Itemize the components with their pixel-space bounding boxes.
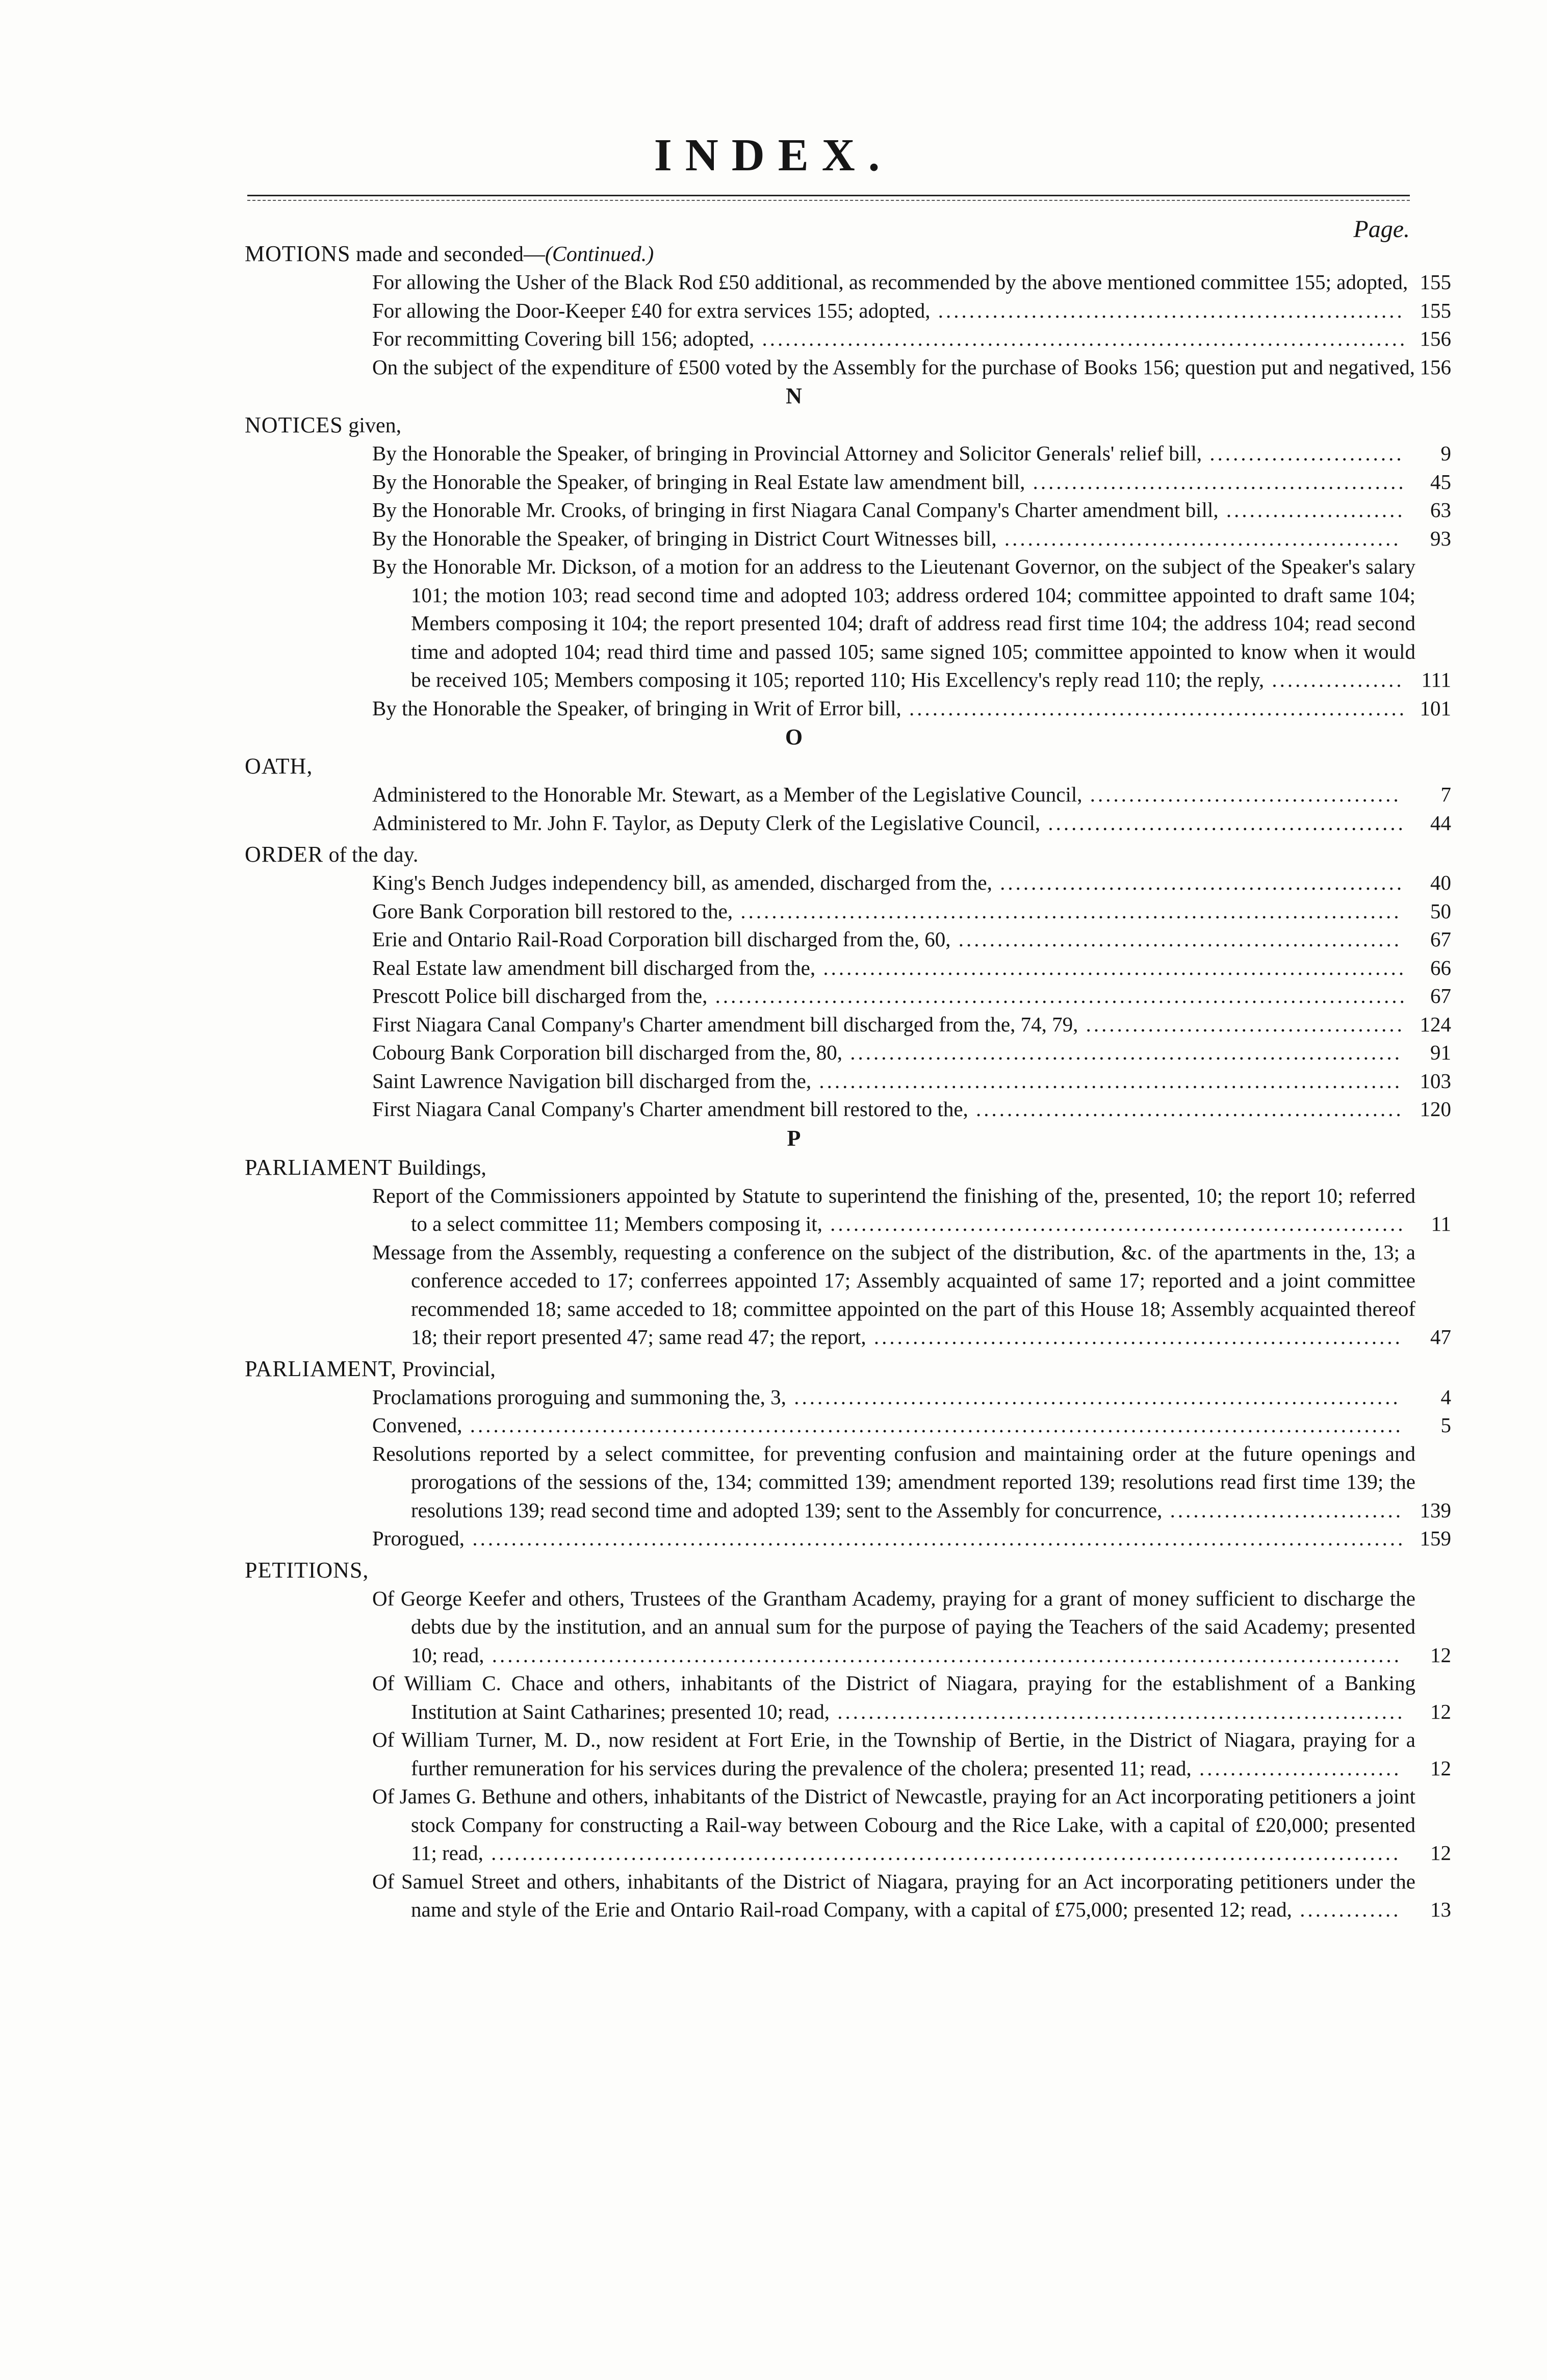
entry-page-number: 47 [1430,1325,1451,1349]
entry-page-number: 4 [1440,1385,1451,1409]
entry-page-number: 63 [1430,498,1451,522]
heading-word: PETITIONS, [245,1557,369,1583]
leader-dots: ........................................................................................................................ [462,1413,1403,1437]
leader-dots: ............. [1292,1898,1401,1921]
index-entry [372,1524,1451,1553]
heading-subtitle: of the day. [323,843,419,867]
entry-text: Of James G. Bethune and others, inhabitants of the District of Newcastle, praying for an Act incorporating petitioners a joint stock Company for constructing a Rail-way between Cobourg and the Rice Lake, with a capital of £20,000; presented 11; read, [372,1784,1415,1865]
leader-dots: ..................................................................................................................... [483,1841,1401,1865]
index-entry [372,869,1451,897]
index-body [0,240,1547,1924]
entry-page-number: 40 [1430,871,1451,894]
heading-continued-note: (Continued.) [545,243,654,266]
entry-text: Resolutions reported by a select committee, for preventing confusion and maintaining order at the future openings and prorogations of the sessions of the, 134; committed 139; amendment reported 139; resolutions read first time 139; the resolutions 139; read second time and adopted 139; sent to the Assembly for concurrence, [372,1441,1415,1522]
entry-text: Administered to Mr. John F. Taylor, as Deputy Clerk of the Legislative Council, [372,811,1041,835]
section-letter: P [787,1125,801,1151]
leader-dots: ................................................................ [901,696,1407,720]
index-entry [372,982,1451,1011]
entry-text: Cobourg Bank Corporation bill discharged from the, 80, [372,1041,842,1064]
index-entry [372,809,1451,838]
entry-page-number: 67 [1430,984,1451,1007]
entry-page-number: 111 [1421,668,1451,691]
index-entry [372,954,1451,982]
entry-text: First Niagara Canal Company's Charter amendment bill discharged from the, 74, 79, [372,1012,1078,1036]
leader-dots: .................................................................... [866,1325,1403,1349]
entry-page-number: 93 [1430,526,1451,550]
leader-dots: .............................. [1162,1498,1404,1522]
leader-dots: .............................................. [1040,811,1406,835]
entry-page-number: 120 [1420,1097,1451,1121]
entry-page-number: 13 [1430,1898,1451,1921]
index-entry [372,496,1451,525]
heading-word: NOTICES [245,412,343,437]
entry-text: King's Bench Judges independency bill, as amended, discharged from the, [372,871,992,894]
leader-dots: ................. [1264,668,1404,691]
section-letter: N [786,383,802,408]
entry-text: Of Samuel Street and others, inhabitants of the District of Niagara, praying for an Act incorporating petitioners under the name and style of the Erie and Ontario Rail-road Company, with a capital of £75,000; presented 12; read, [372,1869,1415,1921]
entry-text: Report of the Commissioners appointed by Statute to superintend the finishing of the, presented, 10; the report 10; referred to a select committee 11; Members composing it, [372,1183,1415,1235]
heading-word: PARLIAMENT, [245,1356,397,1381]
entry-text: Gore Bank Corporation bill restored to the, [372,899,733,923]
entry-page-number: 12 [1430,1756,1451,1780]
leader-dots: .......................... [1191,1756,1402,1780]
index-entry [372,325,1451,353]
entry-text: First Niagara Canal Company's Charter amendment bill restored to the, [372,1097,968,1121]
entry-page-number: 156 [1420,327,1451,350]
index-entry [372,297,1451,325]
index-entry [372,1011,1451,1039]
entry-text: On the subject of the expenditure of £500 voted by the Assembly for the purchase of Books 156; question put and negatived, [372,355,1415,379]
entry-text: Of William Turner, M. D., now resident at Fort Erie, in the Township of Bertie, in the District of Niagara, praying for a further remuneration for his services during the prevalence of the cholera; presented 11; read, [372,1728,1415,1780]
index-entry [372,353,1451,382]
entry-page-number: 45 [1430,470,1451,494]
index-entry [372,1095,1451,1124]
entry-text: Prescott Police bill discharged from the, [372,984,708,1007]
index-entry [372,1182,1451,1238]
leader-dots: ................................................... [996,526,1401,550]
entry-page-number: 44 [1430,811,1451,835]
entry-page-number: 103 [1420,1069,1451,1093]
entry-text: For allowing the Door-Keeper £40 for extra services 155; adopted, [372,298,931,322]
entry-text: By the Honorable the Speaker, of bringing in District Court Witnesses bill, [372,526,997,550]
index-entry [372,439,1451,468]
entry-page-number: 159 [1420,1527,1451,1550]
index-entry [372,1383,1451,1412]
heading-subtitle: Provincial, [397,1357,496,1381]
page-title: INDEX. [654,130,893,180]
page-column-label: Page. [1353,216,1410,243]
index-entry [372,1585,1451,1670]
index-entry [372,1039,1451,1067]
index-entry [372,925,1451,954]
entry-page-number: 11 [1431,1212,1451,1235]
entry-page-number: 67 [1430,927,1451,951]
entry-page-number: 155 [1420,298,1451,322]
entry-page-number: 139 [1420,1498,1451,1522]
index-heading [0,1556,1547,1585]
leader-dots: ................................................................................... [754,327,1408,350]
leader-dots: ......................... [1202,442,1404,465]
entry-page-number: 9 [1440,442,1451,465]
leader-dots: ............................................................ [930,298,1405,322]
heading-subtitle: given, [343,414,402,437]
entry-text: Prorogued, [372,1527,465,1550]
index-entry [372,1440,1451,1525]
entry-text: Of George Keefer and others, Trustees of the Grantham Academy, praying for a grant of money sufficient to discharge the debts due by the institution, and an annual sum for the purpose of paying the Teachers of the said Academy; presented 10; read, [372,1586,1415,1667]
index-entry [372,1669,1451,1726]
leader-dots: ......................................................................... [829,1699,1405,1723]
entry-text: For recommitting Covering bill 156; adopted, [372,327,755,350]
heading-word: MOTIONS [245,241,351,266]
entry-text: By the Honorable the Speaker, of bringing in Provincial Attorney and Solicitor Generals' relief bill, [372,442,1202,465]
leader-dots: ....................................................................... [842,1041,1402,1064]
leader-dots: ....................................................... [968,1097,1404,1121]
entry-text: Of William C. Chace and others, inhabitants of the District of Niagara, praying for the establishment of a Banking Institution at Saint Catharines; presented 10; read, [372,1671,1415,1723]
index-entry [372,268,1451,297]
leader-dots: ........................................................................................................................ [465,1527,1406,1550]
index-entry [372,1726,1451,1782]
index-entry [372,897,1451,926]
index-heading [0,752,1547,781]
leader-dots: ..................................................................................................................... [484,1643,1402,1667]
index-entry [372,553,1451,694]
heading-subtitle: Buildings, [392,1156,486,1180]
index-heading [0,1153,1547,1182]
index-entry [372,1782,1451,1868]
index-entry [372,781,1451,809]
index-heading [0,1355,1547,1383]
heading-word: OATH, [245,754,313,779]
heading-word: PARLIAMENT [245,1154,393,1180]
leader-dots: ......................................................................................... [707,984,1407,1007]
entry-text: Convened, [372,1413,462,1437]
leader-dots: ........................................................................... [811,1069,1403,1093]
heading-subtitle: made and seconded— [350,243,545,266]
entry-text: By the Honorable the Speaker, of bringing in Real Estate law amendment bill, [372,470,1025,494]
entry-text: Erie and Ontario Rail-Road Corporation bill discharged from the, 60, [372,927,951,951]
leader-dots: ......................................................... [950,927,1402,951]
entry-page-number: 124 [1420,1012,1451,1036]
leader-dots: .............................................................................. [786,1385,1401,1409]
entry-text: Saint Lawrence Navigation bill discharged from the, [372,1069,812,1093]
leader-dots: ................................................ [1025,470,1406,494]
entry-text: Message from the Assembly, requesting a conference on the subject of the distribution, &c. of the apartments in the, 13; a conference acceded to 17; conferrees appointed 17; Assembly acquainted of same 17; reported and a joint committee recommended 18; same acceded to 18; committee appointed on the part of this House 18; Assembly acquainted thereof 18; their report presented 47; same read 47; the report, [372,1240,1415,1349]
heading-word: ORDER [245,842,324,867]
index-heading [0,411,1547,439]
leader-dots: ....................... [1218,498,1405,522]
entry-page-number: 91 [1430,1041,1451,1064]
entry-page-number: 66 [1430,955,1451,979]
index-entry [372,525,1451,553]
index-heading [0,840,1547,869]
entry-page-number: 12 [1430,1841,1451,1865]
index-entry [372,1868,1451,1924]
entry-text: By the Honorable Mr. Dickson, of a motion for an address to the Lieutenant Governor, on the subject of the Speaker's salary 101; the motion 103; read second time and adopted 103; address ordered 104; committee appointed to draft same 104; Members composing it 104; the report presented 104; draft of address read first time 104; the address 104; read second time and adopted 104; read third time and passed 105; same signed 105; committee appointed to know when it would be received 105; Members composing it 105; reported 110; His Excellency's reply read 110; the reply, [372,555,1415,691]
entry-text: Proclamations proroguing and summoning the, 3, [372,1385,786,1409]
leader-dots: ..................................................................................... [733,899,1402,923]
entry-text: Real Estate law amendment bill discharged from the, [372,955,816,979]
title-rule [247,195,1410,196]
entry-text: By the Honorable the Speaker, of bringing in Writ of Error bill, [372,696,901,720]
leader-dots: ......................................... [1078,1012,1405,1036]
leader-dots: ........................................ [1082,783,1401,806]
entry-text: Administered to the Honorable Mr. Stewart, as a Member of the Legislative Council, [372,783,1082,806]
entry-page-number: 7 [1440,783,1451,806]
entry-page-number: 101 [1420,696,1451,720]
title-rule-dashed [247,200,1410,201]
leader-dots: .................................................... [992,871,1405,894]
index-entry [372,694,1451,723]
entry-page-number: 156 [1420,355,1451,379]
index-entry [372,1067,1451,1096]
index-entry [372,468,1451,497]
entry-page-number: 50 [1430,899,1451,923]
leader-dots: ........................................................................... [815,955,1407,979]
index-heading [0,240,1547,268]
index-entry [372,1411,1451,1440]
entry-text: For allowing the Usher of the Black Rod £50 additional, as recommended by the above mentioned committee 155; adopted, [372,270,1408,294]
index-entry [372,1238,1451,1352]
entry-page-number: 12 [1430,1643,1451,1667]
entry-text: By the Honorable Mr. Crooks, of bringing in first Niagara Canal Company's Charter amendment bill, [372,498,1219,522]
entry-page-number: 5 [1440,1413,1451,1437]
leader-dots: .......................................................................... [822,1212,1406,1235]
entry-page-number: 12 [1430,1699,1451,1723]
section-letter: O [785,725,803,749]
entry-page-number: 155 [1420,270,1451,294]
